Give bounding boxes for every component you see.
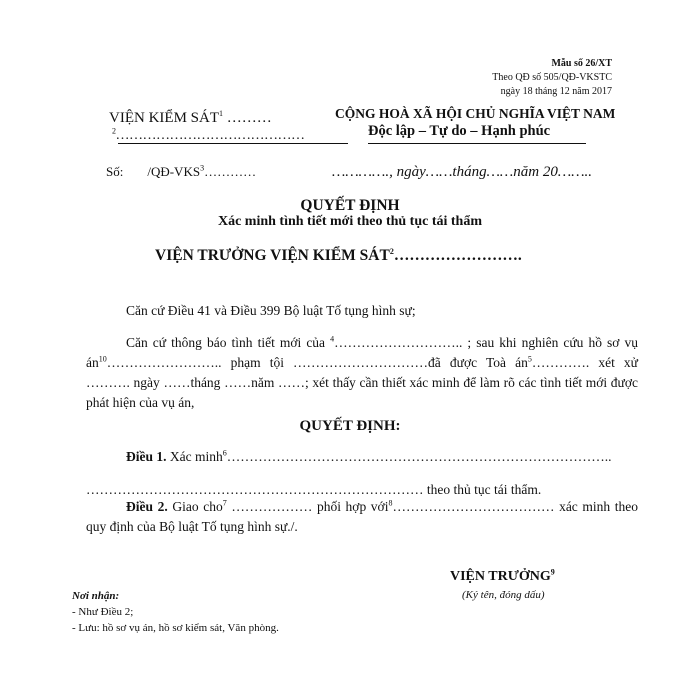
notice-paragraph: Căn cứ thông báo tình tiết mới của $^4$……………………….. ; sau khi nghiên cứu hồ sơ vụ $án^{10}\dots\dots\dots\dots\dots\dots\dots\dots$.. phạm tội …………………………đã được Toà $án^5\dots\dots\dots\dots$. xét xử ………. ngày ……tháng ……năm ……; xét thấy cần thiết xác minh để làm rõ các tình tiết mới được phát hiện của vụ án, <box>86 334 639 410</box>
recipient-item: - Như Điều 2; <box>72 606 134 618</box>
motto-underline <box>368 143 586 144</box>
article-1-label: Điều 1. <box>126 449 167 464</box>
recipient-item: - Lưu: hồ sơ vụ án, hồ sơ kiểm sát, Văn phòng. <box>72 622 279 634</box>
date-line: …………., ngày……tháng……năm 20…….. <box>332 164 593 180</box>
signature-title: VIỆN TRƯỞNG$^9$ <box>450 567 555 584</box>
form-code-block <box>492 57 612 99</box>
national-motto: Độc lập – Tự do – Hạnh phúc <box>368 123 551 139</box>
form-code: Mẫu số 26/XT <box>551 58 612 69</box>
legal-basis-paragraph: Căn cứ Điều 41 và Điều 399 Bộ luật Tố tụng hình sự; <box>126 303 416 318</box>
article-1: Điều 1. Xác minh$^6$………………………………………………………………………….. ………………………………………………………………… theo thủ tục tái thẩm. <box>86 447 638 500</box>
agency-subname: $^2$…………………………………… <box>112 126 305 143</box>
issuing-official: VIỆN TRƯỞNG VIỆN KIỂM SÁT$^2$……………………. <box>155 246 522 264</box>
article-1-continuation: ………………………………………………………………… theo thủ tục tái thẩm. <box>86 482 542 497</box>
signature-note: (Ký tên, đóng dấu) <box>462 589 545 601</box>
form-decision-ref: Theo QĐ số 505/QĐ-VKSTC <box>492 72 612 83</box>
agency-underline <box>118 143 348 144</box>
form-decision-date: ngày 18 tháng 12 năm 2017 <box>500 86 612 97</box>
document-subtitle: Xác minh tình tiết mới theo thủ tục tái thẩm <box>217 214 483 229</box>
country-name: CỘNG HOÀ XÃ HỘI CHỦ NGHĨA VIỆT NAM <box>335 106 616 121</box>
recipients-block <box>72 588 279 636</box>
article-2-label: Điều 2. <box>126 499 168 514</box>
document-title: QUYẾT ĐỊNH <box>300 197 400 214</box>
recipients-heading: Nơi nhận: <box>72 590 120 602</box>
document-number: Số: /QĐ-VKS$^3$………… <box>106 163 257 179</box>
decision-heading: QUYẾT ĐỊNH: <box>299 418 401 434</box>
agency-name: VIỆN KIỂM SÁT$^1$ ……… <box>109 109 272 126</box>
article-2: Điều 2. Giao cho$^7$ ……………… phối hợp với$^8$……………………………… xác minh theo quy định của Bộ luật Tố tụng hình sự./. <box>86 498 639 534</box>
